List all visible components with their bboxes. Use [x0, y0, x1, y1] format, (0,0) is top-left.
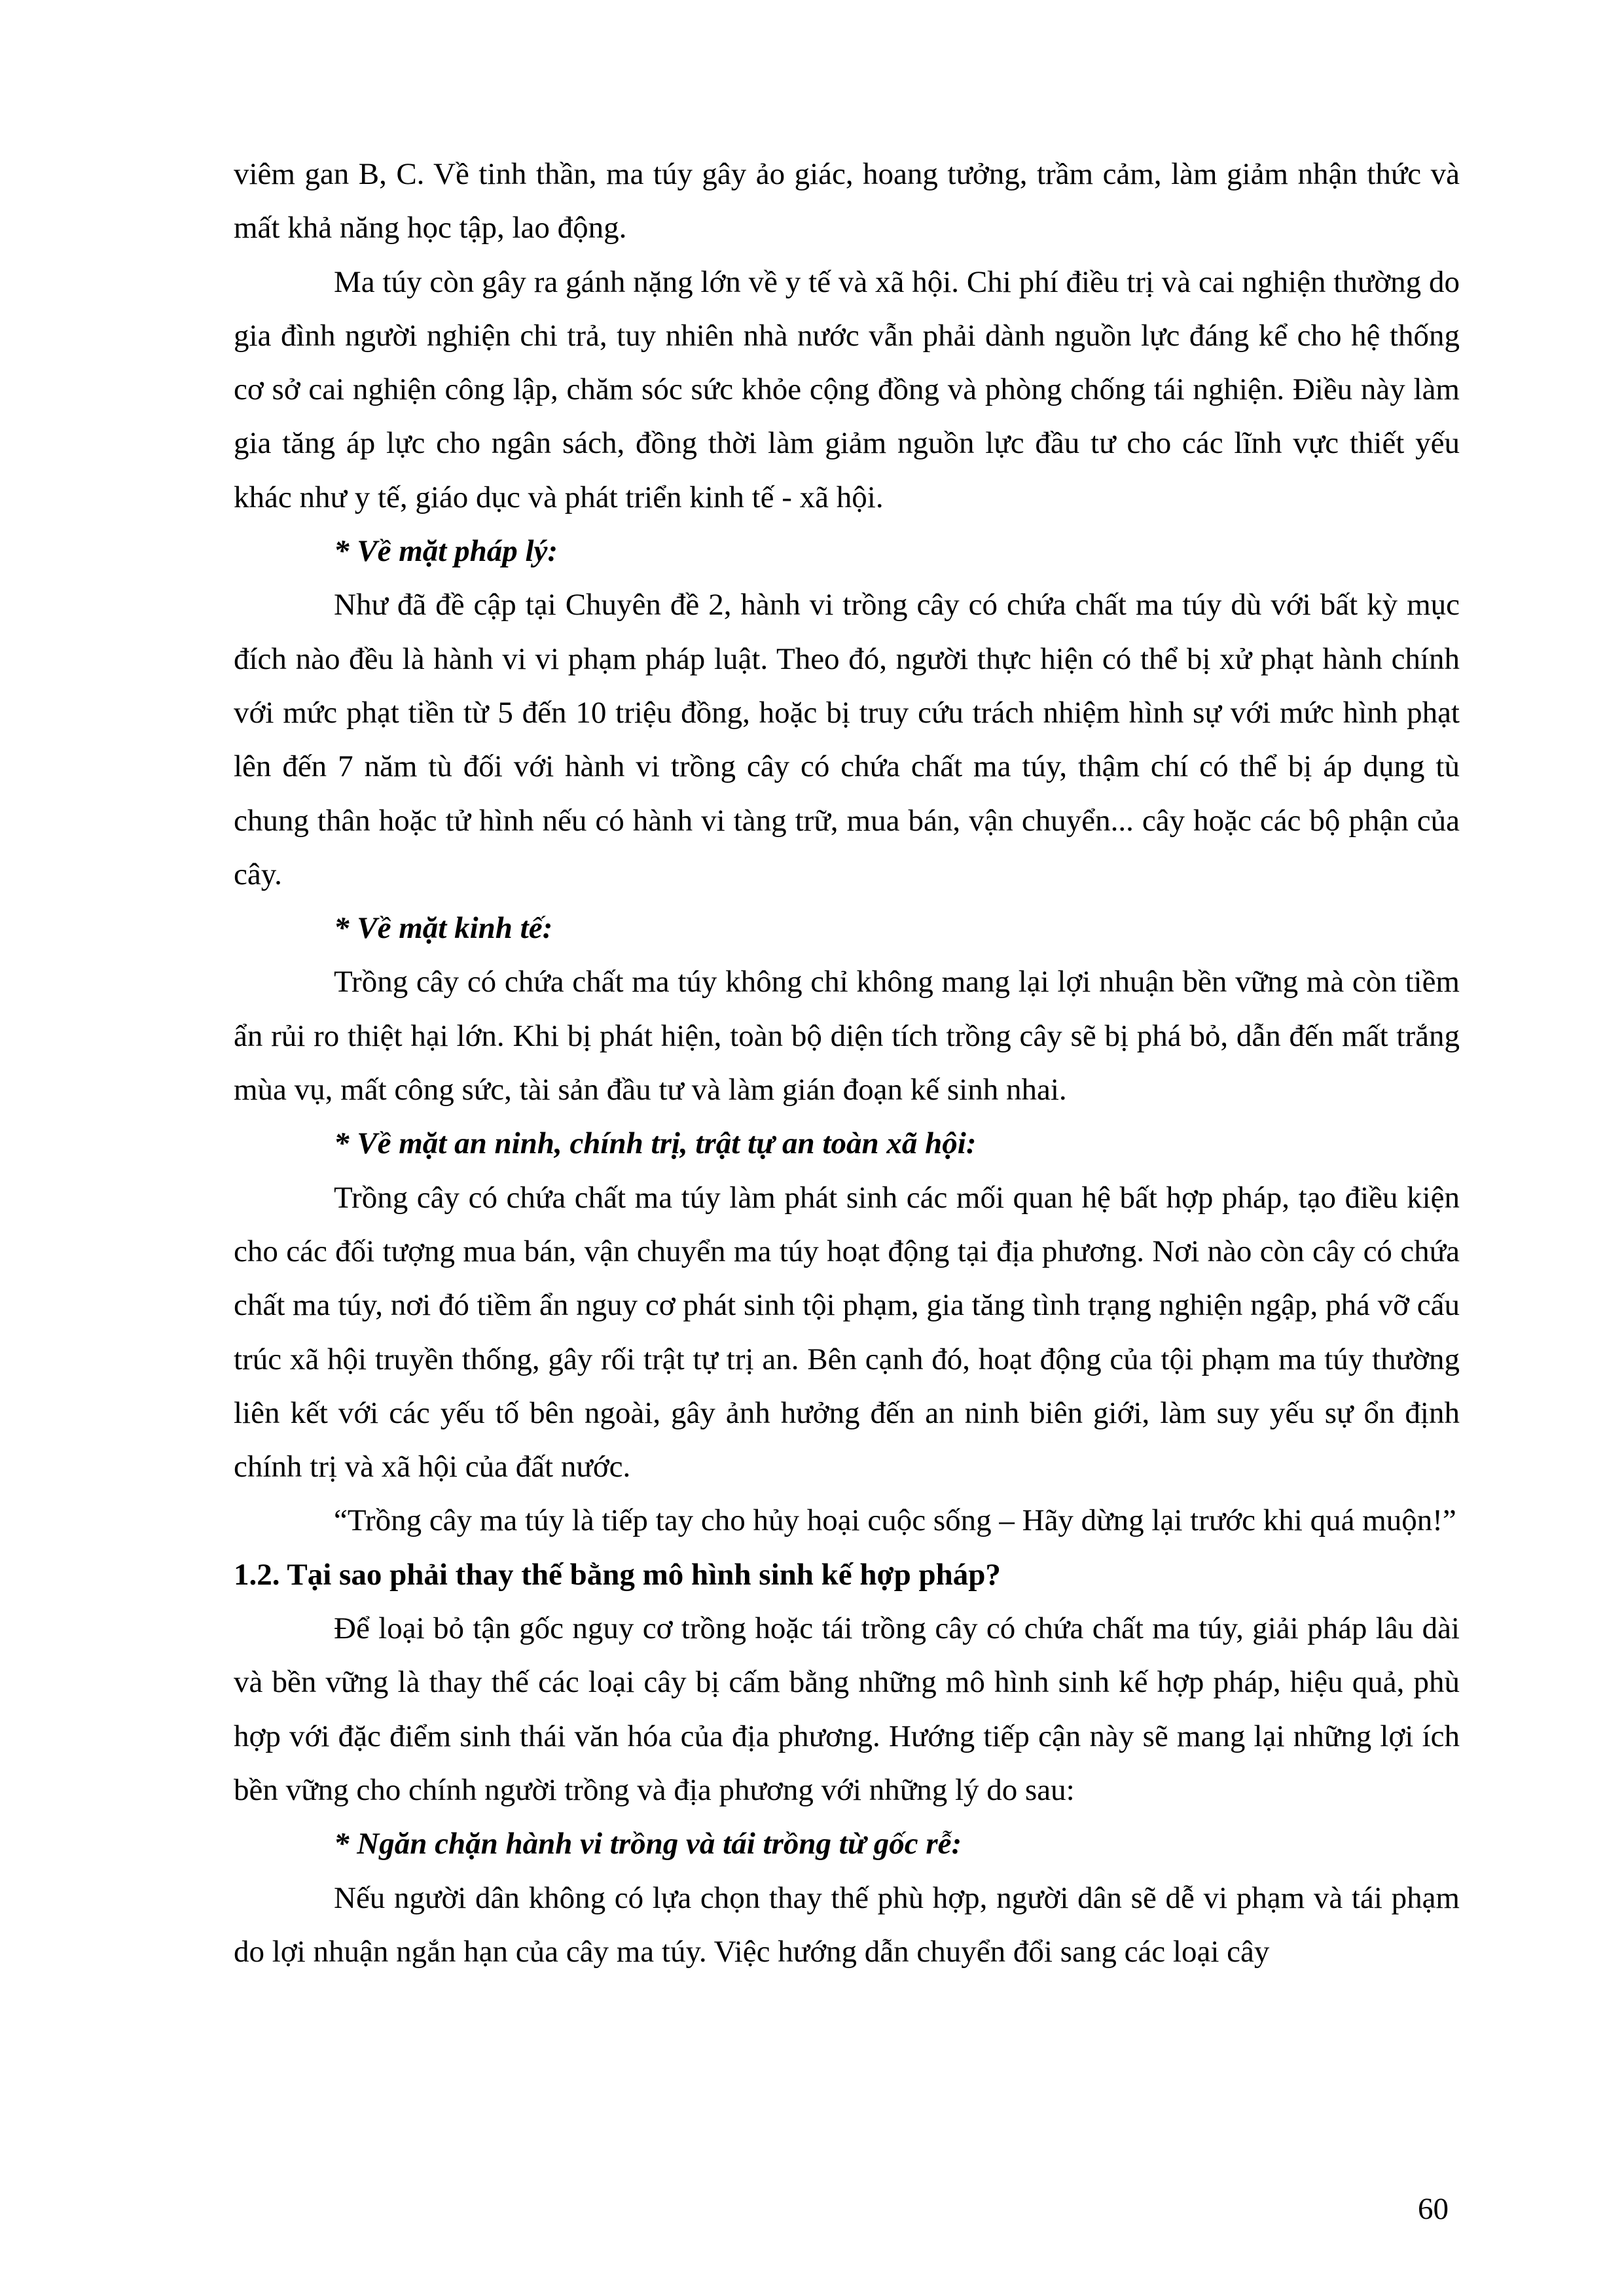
subheading-legal: * Về mặt pháp lý:: [334, 534, 558, 569]
subheading-security: * Về mặt an ninh, chính trị, trật tự an toàn xã hội:: [334, 1126, 977, 1161]
paragraph-health-effects-continued: viêm gan B, C. Về tinh thần, ma túy gây ảo giác, hoang tưởng, trầm cảm, làm giảm nhận thức và mất khả năng học tập, lao động.: [234, 157, 1460, 245]
quote-slogan: “Trồng cây ma túy là tiếp tay cho hủy hoại cuộc sống – Hãy dừng lại trước khi quá muộn!”: [334, 1503, 1456, 1538]
paragraph-alternative-livelihood: Để loại bỏ tận gốc nguy cơ trồng hoặc tái trồng cây có chứa chất ma túy, giải pháp lâu dài và bền vững là thay thế các loại cây bị cấm bằng những mô hình sinh kế hợp pháp, hiệu quả, phù hợp với đặc điểm sinh thái văn hóa của địa phương. Hướng tiếp cận này sẽ mang lại những lợi ích bền vững cho chính người trồng và địa phương với những lý do sau:: [234, 1611, 1460, 1807]
subheading-economic: * Về mặt kinh tế:: [334, 911, 553, 946]
paragraph-economic: Trồng cây có chứa chất ma túy không chỉ không mang lại lợi nhuận bền vững mà còn tiềm ẩn rủi ro thiệt hại lớn. Khi bị phát hiện, toàn bộ diện tích trồng cây sẽ bị phá bỏ, dẫn đến mất trắng mùa vụ, mất công sức, tài sản đầu tư và làm gián đoạn kế sinh nhai.: [234, 965, 1460, 1107]
paragraph-legal: Như đã đề cập tại Chuyên đề 2, hành vi trồng cây có chứa chất ma túy dù với bất kỳ mục đích nào đều là hành vi vi phạm pháp luật. Theo đó, người thực hiện có thể bị xử phạt hành chính với mức phạt tiền từ 5 đến 10 triệu đồng, hoặc bị truy cứu trách nhiệm hình sự với mức hình phạt lên đến 7 năm tù đối với hành vi trồng cây có chứa chất ma túy, thậm chí có thể bị áp dụng tù chung thân hoặc tử hình nếu có hành vi tàng trữ, mua bán, vận chuyển... cây hoặc các bộ phận của cây.: [234, 588, 1460, 891]
paragraph-security: Trồng cây có chứa chất ma túy làm phát sinh các mối quan hệ bất hợp pháp, tạo điều kiện cho các đối tượng mua bán, vận chuyển ma túy hoạt động tại địa phương. Nơi nào còn cây có chứa chất ma túy, nơi đó tiềm ẩn nguy cơ phát sinh tội phạm, gia tăng tình trạng nghiện ngập, phá vỡ cấu trúc xã hội truyền thống, gây rối trật tự trị an. Bên cạnh đó, hoạt động của tội phạm ma túy thường liên kết với các yếu tố bên ngoài, gây ảnh hưởng đến an ninh biên giới, làm suy yếu sự ổn định chính trị và xã hội của đất nước.: [234, 1180, 1460, 1484]
page-body: [234, 147, 1460, 1979]
section-heading-1-2: 1.2. Tại sao phải thay thế bằng mô hình sinh kế hợp pháp?: [234, 1557, 1001, 1592]
subheading-prevent-replanting: * Ngăn chặn hành vi trồng và tái trồng từ gốc rễ:: [334, 1827, 962, 1861]
paragraph-prevent-replanting: Nếu người dân không có lựa chọn thay thế phù hợp, người dân sẽ dễ vi phạm và tái phạm do lợi nhuận ngắn hạn của cây ma túy. Việc hướng dẫn chuyển đổi sang các loại cây: [234, 1880, 1460, 1969]
page-number: 60: [1418, 2192, 1449, 2226]
paragraph-social-burden: Ma túy còn gây ra gánh nặng lớn về y tế và xã hội. Chi phí điều trị và cai nghiện thường do gia đình người nghiện chi trả, tuy nhiên nhà nước vẫn phải dành nguồn lực đáng kể cho hệ thống cơ sở cai nghiện công lập, chăm sóc sức khỏe cộng đồng và phòng chống tái nghiện. Điều này làm gia tăng áp lực cho ngân sách, đồng thời làm giảm nguồn lực đầu tư cho các lĩnh vực thiết yếu khác như y tế, giáo dục và phát triển kinh tế - xã hội.: [234, 264, 1460, 514]
